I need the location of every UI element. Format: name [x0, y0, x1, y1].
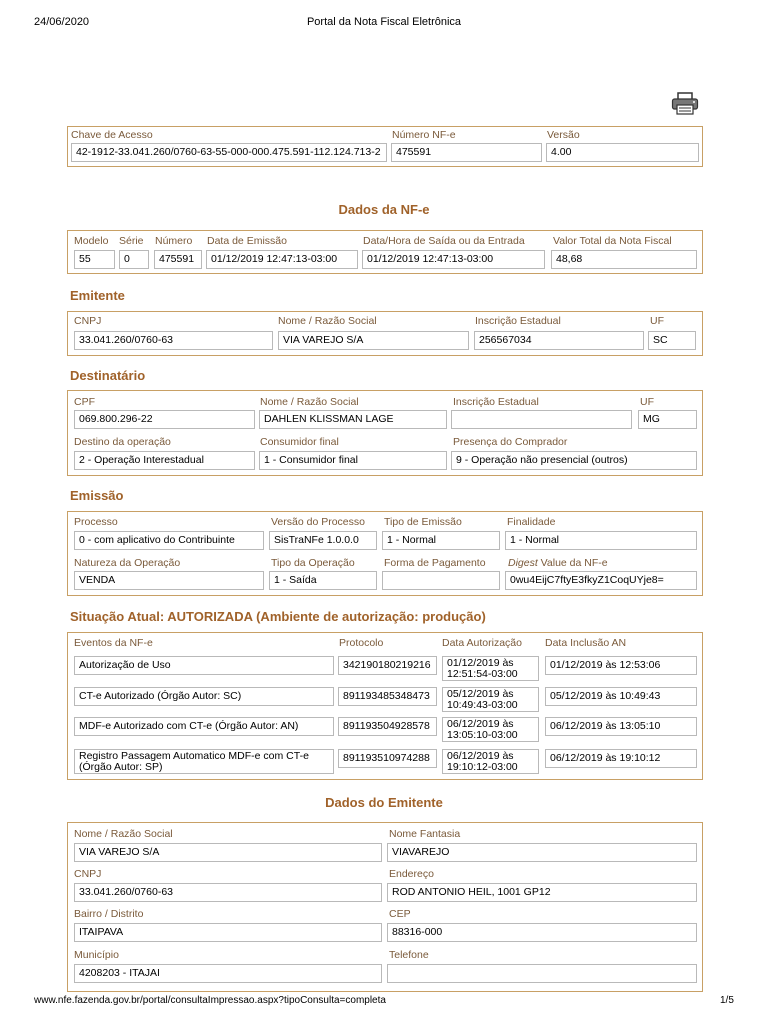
event-name: CT-e Autorizado (Órgão Autor: SC) [74, 687, 334, 706]
process-field: 0 - com aplicativo do Contribuinte [74, 531, 264, 550]
final-consumer-field: 1 - Consumidor final [259, 451, 447, 470]
destination-field: 2 - Operação Interestadual [74, 451, 255, 470]
destination-label: Destino da operação [74, 436, 171, 448]
issuer-cnpj-label: CNPJ [74, 315, 102, 327]
recipient-cpf-label: CPF [74, 396, 95, 408]
events-header: Eventos da NF-e [74, 637, 153, 649]
version-label: Versão [547, 129, 580, 141]
purpose-field: 1 - Normal [505, 531, 697, 550]
district-label: Bairro / Distrito [74, 908, 144, 920]
issuer-ie-label: Inscrição Estadual [475, 315, 561, 327]
printer-icon[interactable] [671, 92, 699, 116]
operation-type-label: Tipo da Operação [271, 557, 355, 569]
recipient-ie-field [451, 410, 632, 429]
access-key-label: Chave de Acesso [71, 129, 153, 141]
event-name: Registro Passagem Automatico MDF-e com CT-e (Órgão Autor: SP) [74, 749, 334, 774]
event-name: MDF-e Autorizado com CT-e (Órgão Autor: AN) [74, 717, 334, 736]
payment-form-label: Forma de Pagamento [384, 557, 486, 569]
issuer-cnpj-field: 33.041.260/0760-63 [74, 331, 273, 350]
auth-date-header: Data Autorização [442, 637, 522, 649]
event-inclusion-date: 05/12/2019 às 10:49:43 [545, 687, 697, 706]
trade-name-field: VIAVAREJO [387, 843, 697, 862]
digest-field: 0wu4EijC7ftyE3fkyZ1CoqUYje8= [505, 571, 697, 590]
modelo-field: 55 [74, 250, 115, 269]
digest-label-rest: Value da NF-e [537, 557, 608, 569]
recipient-uf-field: MG [638, 410, 697, 429]
operation-nature-label: Natureza da Operação [74, 557, 181, 569]
operation-type-field: 1 - Saída [269, 571, 377, 590]
status-title: Situação Atual: AUTORIZADA (Ambiente de autorização: produção) [70, 609, 486, 624]
address-field: ROD ANTONIO HEIL, 1001 GP12 [387, 883, 697, 902]
serie-label: Série [119, 235, 144, 247]
serie-field: 0 [119, 250, 149, 269]
issuer-title: Emitente [70, 288, 125, 303]
recipient-ie-label: Inscrição Estadual [453, 396, 539, 408]
issuer-data-name-label: Nome / Razão Social [74, 828, 173, 840]
recipient-name-field: DAHLEN KLISSMAN LAGE [259, 410, 447, 429]
nfe-data-title: Dados da NF-e [338, 202, 430, 217]
emission-date-label: Data de Emissão [207, 235, 287, 247]
digest-label [508, 557, 608, 569]
trade-name-label: Nome Fantasia [389, 828, 461, 840]
emission-title: Emissão [70, 488, 124, 503]
page-number: 1/5 [720, 995, 734, 1006]
inclusion-date-header: Data Inclusão AN [545, 637, 627, 649]
event-auth-date: 06/12/2019 às 13:05:10-03:00 [442, 717, 539, 742]
numero-label: Número [155, 235, 193, 247]
issuer-name-field: VIA VAREJO S/A [278, 331, 469, 350]
event-name: Autorização de Uso [74, 656, 334, 675]
district-field: ITAIPAVA [74, 923, 382, 942]
event-auth-date: 01/12/2019 às 12:51:54-03:00 [442, 656, 539, 681]
access-key-field: 42-1912-33.041.260/0760-63-55-000-000.475.591-112.124.713-2 [71, 143, 387, 162]
event-inclusion-date: 06/12/2019 às 19:10:12 [545, 749, 697, 768]
issuer-uf-label: UF [650, 315, 664, 327]
nfe-number-label: Número NF-e [392, 129, 456, 141]
event-inclusion-date: 06/12/2019 às 13:05:10 [545, 717, 697, 736]
event-protocol: 342190180219216 [338, 656, 437, 675]
issuer-data-cnpj-field: 33.041.260/0760-63 [74, 883, 382, 902]
recipient-name-label: Nome / Razão Social [260, 396, 359, 408]
nfe-number-field: 475591 [391, 143, 542, 162]
event-protocol: 891193510974288 [338, 749, 437, 768]
cep-field: 88316-000 [387, 923, 697, 942]
protocol-header: Protocolo [339, 637, 384, 649]
city-label: Município [74, 949, 119, 961]
recipient-cpf-field: 069.800.296-22 [74, 410, 255, 429]
exit-date-label: Data/Hora de Saída ou da Entrada [363, 235, 525, 247]
process-version-field: SisTraNFe 1.0.0.0 [269, 531, 377, 550]
city-field: 4208203 - ITAJAI [74, 964, 382, 983]
payment-form-field [382, 571, 500, 590]
digest-label-italic: Digest [508, 557, 538, 569]
print-date: 24/06/2020 [34, 16, 90, 28]
phone-field [387, 964, 697, 983]
emission-date-field: 01/12/2019 12:47:13-03:00 [206, 250, 358, 269]
numero-field: 475591 [154, 250, 202, 269]
event-protocol: 891193504928578 [338, 717, 437, 736]
emission-type-field: 1 - Normal [382, 531, 500, 550]
issuer-uf-field: SC [648, 331, 696, 350]
version-field: 4.00 [546, 143, 699, 162]
address-label: Endereço [389, 868, 434, 880]
emission-type-label: Tipo de Emissão [384, 516, 462, 528]
phone-label: Telefone [389, 949, 429, 961]
issuer-name-label: Nome / Razão Social [278, 315, 377, 327]
recipient-title: Destinatário [70, 368, 146, 383]
purpose-label: Finalidade [507, 516, 556, 528]
final-consumer-label: Consumidor final [260, 436, 339, 448]
total-value-field: 48,68 [551, 250, 697, 269]
footer-url: www.nfe.fazenda.gov.br/portal/consultaImpressao.aspx?tipoConsulta=completa [34, 995, 386, 1006]
buyer-presence-field: 9 - Operação não presencial (outros) [451, 451, 697, 470]
buyer-presence-label: Presença do Comprador [453, 436, 568, 448]
issuer-data-title: Dados do Emitente [325, 795, 443, 810]
modelo-label: Modelo [74, 235, 109, 247]
page-title: Portal da Nota Fiscal Eletrônica [306, 16, 462, 28]
recipient-uf-label: UF [640, 396, 654, 408]
process-version-label: Versão do Processo [271, 516, 365, 528]
issuer-ie-field: 256567034 [474, 331, 644, 350]
operation-nature-field: VENDA [74, 571, 264, 590]
cep-label: CEP [389, 908, 411, 920]
issuer-data-name-field: VIA VAREJO S/A [74, 843, 382, 862]
exit-date-field: 01/12/2019 12:47:13-03:00 [362, 250, 545, 269]
process-label: Processo [74, 516, 118, 528]
issuer-data-cnpj-label: CNPJ [74, 868, 102, 880]
total-value-label: Valor Total da Nota Fiscal [553, 235, 672, 247]
event-auth-date: 06/12/2019 às 19:10:12-03:00 [442, 749, 539, 774]
event-protocol: 891193485348473 [338, 687, 437, 706]
event-inclusion-date: 01/12/2019 às 12:53:06 [545, 656, 697, 675]
event-auth-date: 05/12/2019 às 10:49:43-03:00 [442, 687, 539, 712]
